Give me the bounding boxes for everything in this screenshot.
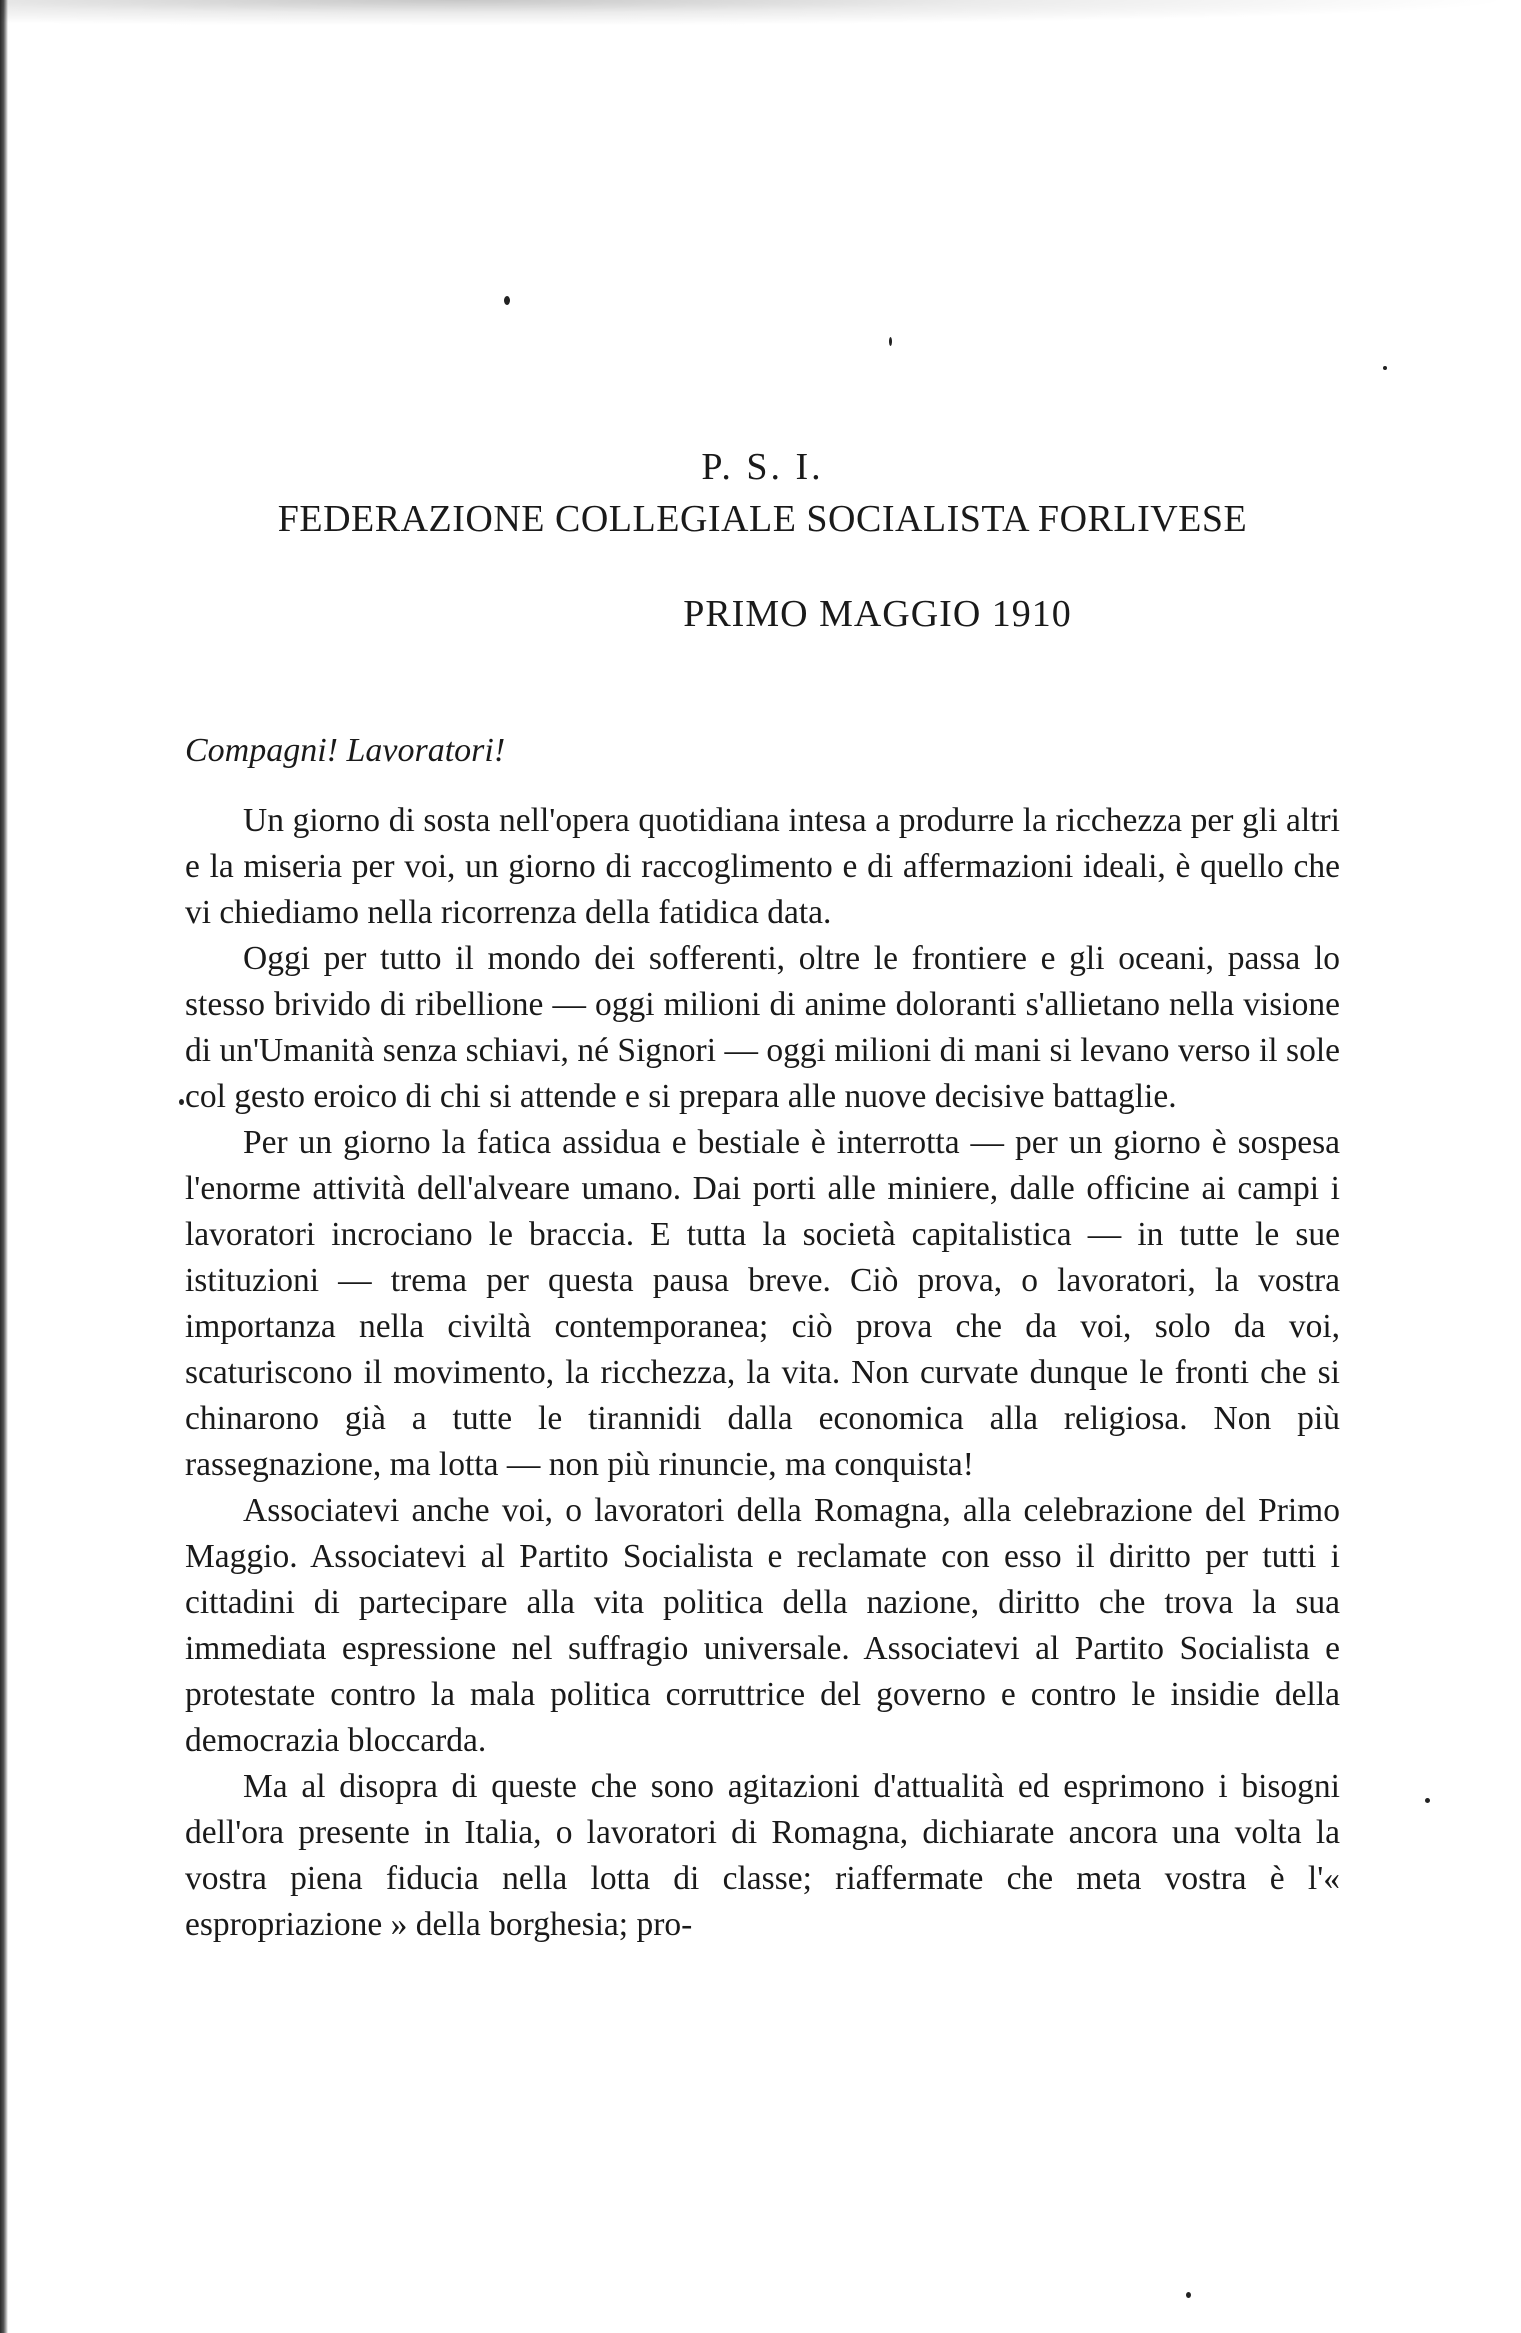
paragraph: Ma al disopra di queste che sono agitazioni d'attualità ed esprimono i bisogni dell'ora presente in Italia, o lavoratori di Romagna, dichiarate ancora una volta la vostra piena fiducia nella lotta di classe; riaffermate che meta vostra è l'« espropriazione » della borghesia; pro-: [185, 1768, 1340, 1943]
paragraph: Un giorno di sosta nell'opera quotidiana intesa a produrre la ricchezza per gli altri e la miseria per voi, un giorno di raccoglimento e di affermazioni ideali, è quello che vi chiediamo nella ricorrenza della fatidica data.: [185, 802, 1340, 931]
party-heading: P. S. I.: [701, 446, 824, 488]
document-title: PRIMO MAGGIO 1910: [683, 593, 1072, 635]
scan-speck: [504, 296, 510, 305]
scan-speck: [179, 1099, 184, 1105]
scan-speck: [1383, 366, 1387, 370]
scan-speck: [1425, 1798, 1430, 1803]
paragraph: Per un giorno la fatica assidua e bestiale è interrotta — per un giorno è sospesa l'enorme attività dell'alveare umano. Dai porti alle miniere, dalle officine ai campi i lavoratori incrociano le braccia. E tutta la società capitalistica — in tutte le sue istituzioni — trema per questa pausa breve. Ciò prova, o lavoratori, la vostra importanza nella civiltà contemporanea; ciò prova che da voi, solo da voi, scaturiscono il movimento, la ricchezza, la vita. Non curvate dunque le fronti che si chinarono già a tutte le tirannidi dalla economica alla religiosa. Non più rassegnazione, ma lotta — non più rinuncie, ma conquista!: [185, 1124, 1340, 1483]
salutation: Compagni! Lavoratori!: [185, 732, 506, 769]
federation-heading: FEDERAZIONE COLLEGIALE SOCIALISTA FORLIVESE: [277, 498, 1248, 540]
body-text: [185, 798, 1340, 1948]
scan-top-edge: [0, 0, 1521, 26]
scan-speck: [889, 337, 892, 346]
scan-left-edge: [0, 0, 8, 2333]
scan-speck: [1186, 2292, 1191, 2298]
paragraph: Associatevi anche voi, o lavoratori della Romagna, alla celebrazione del Primo Maggio. Associatevi al Partito Socialista e reclamate con esso il diritto per tutti i cittadini di partecipare alla vita politica della nazione, diritto che trova la sua immediata espressione nel suffragio universale. Associatevi al Partito Socialista e protestate contro la mala politica corruttrice del governo e contro le insidie della democrazia bloccarda.: [185, 1492, 1340, 1759]
paragraph: Oggi per tutto il mondo dei sofferenti, oltre le frontiere e gli oceani, passa lo stesso brivido di ribellione — oggi milioni di anime doloranti s'allietano nella visione di un'Umanità senza schiavi, né Signori — oggi milioni di mani si levano verso il sole col gesto eroico di chi si attende e si prepara alle nuove decisive battaglie.: [185, 940, 1340, 1115]
